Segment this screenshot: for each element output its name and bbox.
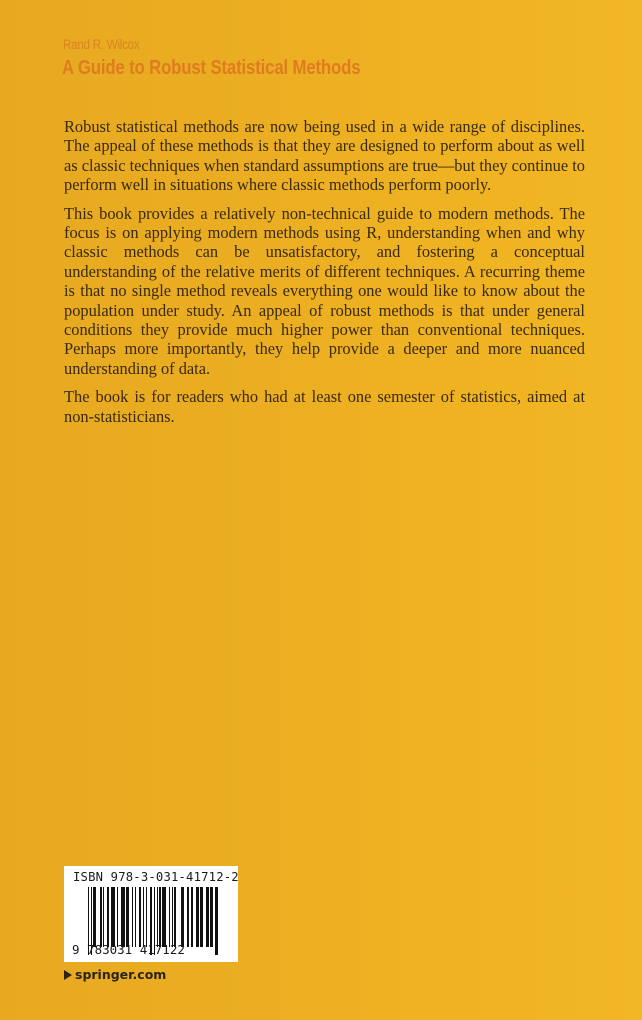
barcode-bar: [114, 887, 115, 947]
barcode-bar: [207, 887, 208, 947]
barcode-bar: [174, 887, 175, 947]
barcode-digits: 9 783031 417122: [72, 942, 185, 957]
isbn-barcode-box: [64, 866, 238, 962]
barcode-bar: [172, 887, 173, 947]
barcode-bar: [159, 887, 160, 947]
book-title: A Guide to Robust Statistical Methods: [62, 57, 361, 79]
barcode-bar: [146, 887, 147, 947]
blurb-paragraph-3: The book is for readers who had at least one semester of statistics, aimed at non-statisticians.: [64, 387, 585, 426]
barcode-bar: [124, 887, 125, 947]
barcode-bar: [128, 887, 129, 947]
barcode-bar: [198, 887, 199, 947]
blurb-paragraph-2: This book provides a relatively non-technical guide to modern methods. The focus is on applying modern methods using R, understanding when and why classic methods can be unsatisfactory, and fostering a conceptual understanding of the relative merits of different techniques. A recurring theme is that no single method reveals everything one would like to know about the population under study. An appeal of robust methods is that under general conditions they provide much higher power than conventional techniques. Perhaps more importantly, they help provide a deeper and more nuanced understanding of data.: [64, 203, 585, 378]
barcode-bar: [117, 887, 118, 947]
barcode-bar: [169, 887, 170, 947]
barcode-bar: [192, 887, 193, 947]
barcode-bar: [132, 887, 133, 947]
barcode-bar: [143, 887, 144, 947]
play-triangle-icon: [64, 970, 72, 980]
barcode-bar: [100, 887, 101, 947]
barcode-bar: [165, 887, 166, 947]
author-name: Rand R. Wilcox: [63, 37, 140, 52]
barcode-bar: [95, 887, 96, 947]
publisher-link-text: springer.com: [75, 967, 167, 982]
blurb: [64, 117, 585, 435]
barcode-bar: [140, 887, 141, 947]
barcode-bar: [107, 887, 108, 947]
barcode-bar: [183, 887, 184, 947]
barcode-bar: [188, 887, 189, 947]
publisher-link[interactable]: [64, 967, 166, 982]
isbn-label: ISBN 978-3-031-41712-2: [73, 870, 239, 884]
barcode-bar: [103, 887, 104, 947]
blurb-paragraph-1: Robust statistical methods are now being used in a wide range of disciplines. The appeal of these methods is that they are designed to perform about as well as classic techniques when standard assumptions are true—but they continue to perform well in situations where classic methods perform poorly.: [64, 117, 585, 195]
barcode-bar: [211, 887, 212, 947]
barcode-bar: [202, 887, 203, 947]
barcode-bar: [135, 887, 136, 947]
barcode-bar: [217, 887, 218, 955]
barcode-bar: [157, 887, 158, 947]
